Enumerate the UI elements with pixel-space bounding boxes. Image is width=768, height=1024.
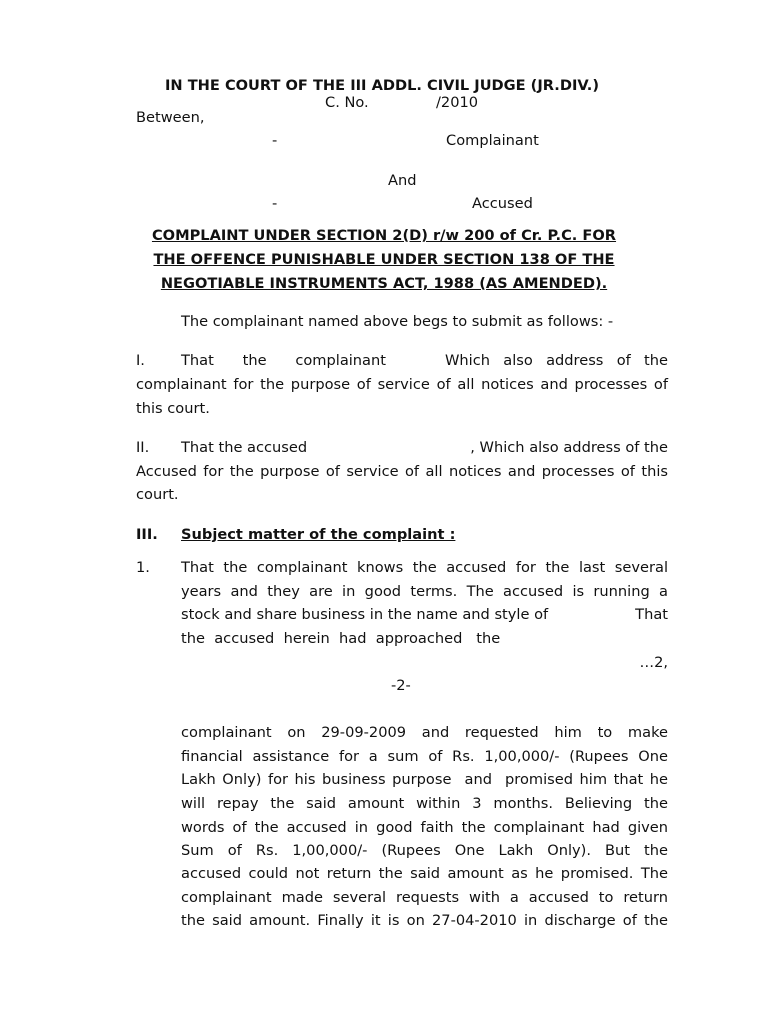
para-i-word: Which bbox=[445, 352, 491, 369]
page-2-line: financial assistance for a sum of Rs. 1,00,000/- (Rupees One bbox=[181, 748, 668, 765]
para-i-word: of bbox=[616, 352, 631, 369]
page-continuation: …2, bbox=[639, 654, 668, 671]
complainant-dash: - bbox=[272, 132, 278, 149]
heading-line-2: THE OFFENCE PUNISHABLE UNDER SECTION 138 OF THE bbox=[153, 251, 615, 268]
para-ii-line-2: Accused for the purpose of service of all notices and processes of this bbox=[136, 463, 668, 480]
case-number-year: /2010 bbox=[436, 94, 479, 111]
point-1-line-3-tail: That bbox=[635, 606, 668, 623]
heading-line-3: NEGOTIABLE INSTRUMENTS ACT, 1988 (AS AMENDED). bbox=[160, 275, 608, 292]
point-1-line-3-lead: stock and share business in the name and style of bbox=[181, 606, 549, 623]
point-1-line-2: years and they are in good terms. The accused is running a bbox=[181, 583, 668, 600]
para-ii-line-1-lead: That the accused bbox=[181, 439, 308, 456]
para-iii-title: Subject matter of the complaint : bbox=[181, 526, 456, 543]
para-i-line-1-lead bbox=[181, 352, 386, 369]
case-number-label: C. No. bbox=[325, 94, 369, 111]
page-2-line: complainant made several requests with a accused to return bbox=[181, 889, 668, 906]
para-i-line-2: complainant for the purpose of service of all notices and processes of bbox=[136, 376, 668, 393]
page-2-line: words of the accused in good faith the complainant had given bbox=[181, 819, 668, 836]
page-2-line: Sum of Rs. 1,00,000/- (Rupees One Lakh Only). But the bbox=[181, 842, 668, 859]
para-i-line-3: this court. bbox=[136, 400, 210, 417]
para-i-word: address bbox=[546, 352, 604, 369]
para-i-line-1-tail bbox=[445, 352, 668, 369]
para-i-word: also bbox=[503, 352, 533, 369]
page-2-line: accused could not return the said amount as he promised. The bbox=[181, 865, 668, 882]
point-1-line-1: That the complainant knows the accused for the last several bbox=[181, 559, 668, 576]
para-i-word: complainant bbox=[295, 352, 386, 369]
page-2-line: complainant on 29-09-2009 and requested him to make bbox=[181, 724, 668, 741]
para-i-word: the bbox=[644, 352, 668, 369]
page-2-line: will repay the said amount within 3 months. Believing the bbox=[181, 795, 668, 812]
para-i-word: the bbox=[242, 352, 267, 369]
complainant-label: Complainant bbox=[446, 132, 539, 149]
para-ii-line-3: court. bbox=[136, 486, 179, 503]
intro-text: The complainant named above begs to submit as follows: - bbox=[181, 313, 614, 330]
para-i-number: I. bbox=[136, 352, 145, 369]
para-ii-number: II. bbox=[136, 439, 150, 456]
page-2-line: the said amount. Finally it is on 27-04-2010 in discharge of the bbox=[181, 912, 668, 929]
para-i-word: That bbox=[181, 352, 214, 369]
heading-line-1: COMPLAINT UNDER SECTION 2(D) r/w 200 of Cr. P.C. FOR bbox=[151, 227, 617, 244]
para-iii-number: III. bbox=[136, 526, 158, 543]
page-2-line: Lakh Only) for his business purpose and promised him that he bbox=[181, 771, 668, 788]
point-1-number: 1. bbox=[136, 559, 150, 576]
accused-label: Accused bbox=[472, 195, 533, 212]
between-label: Between, bbox=[136, 109, 205, 126]
page-number-marker: -2- bbox=[391, 677, 411, 694]
point-1-line-4: the accused herein had approached the bbox=[181, 630, 501, 647]
accused-dash: - bbox=[272, 195, 278, 212]
court-title: IN THE COURT OF THE III ADDL. CIVIL JUDGE (JR.DIV.) bbox=[165, 77, 600, 94]
and-label: And bbox=[388, 172, 417, 189]
para-ii-line-1-tail: , Which also address of the bbox=[470, 439, 668, 456]
